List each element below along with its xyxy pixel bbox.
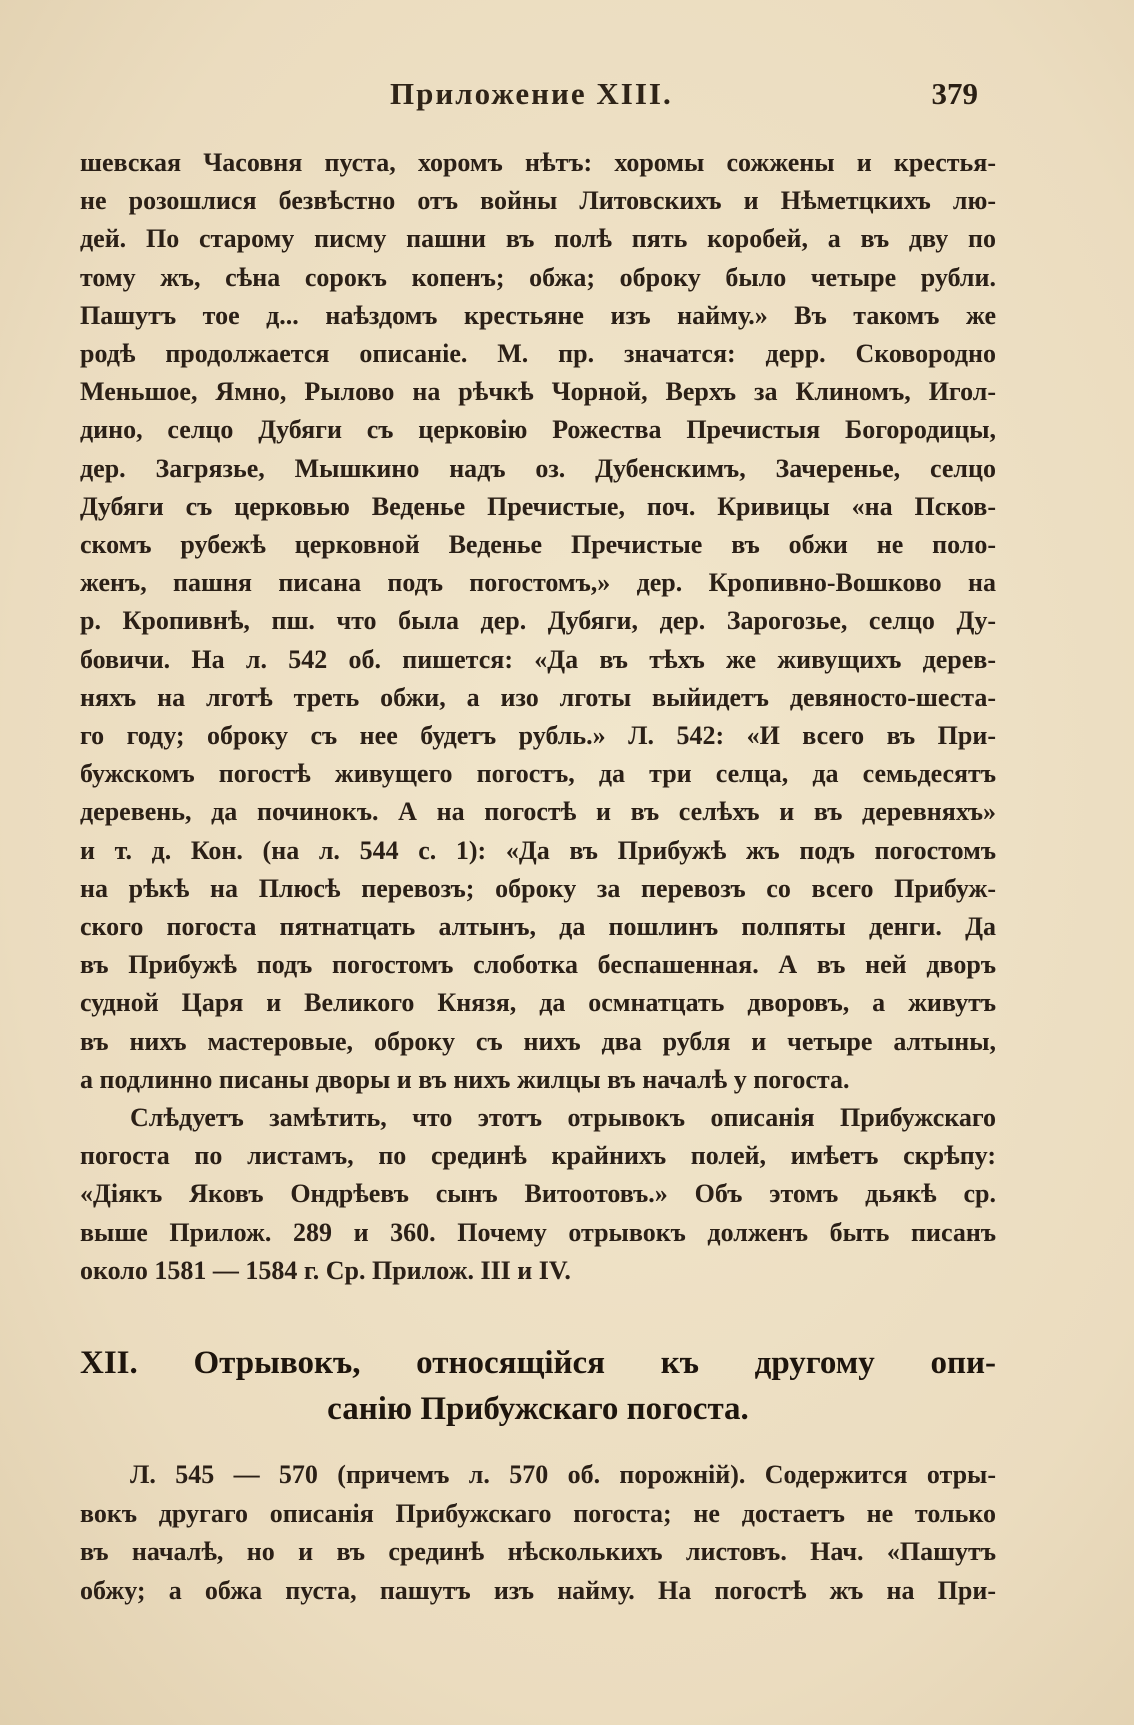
text-line: Слѣдуетъ замѣтить, что этотъ отрывокъ описанія Прибужскаго — [130, 1103, 996, 1133]
body-text — [80, 144, 996, 1290]
paragraph-2 — [80, 1099, 996, 1290]
text-line: Меньшое, Ямно, Рылово на рѣчкѣ Чорной, Верхъ за Клиномъ, Игол- — [80, 377, 996, 407]
paragraph-3 — [80, 1456, 996, 1610]
text-line: Л. 545 — 570 (причемъ л. 570 об. порожній). Содержится отры- — [130, 1460, 996, 1489]
text-line: вокъ другаго описанія Прибужскаго погоста; не достаетъ не только — [80, 1498, 996, 1528]
text-line: а подлинно писаны дворы и въ нихъ жилцы въ началѣ у погоста. — [80, 1064, 850, 1094]
text-line: бовичи. На л. 542 об. пишется: «Да въ тѣхъ же живущихъ дерев- — [80, 644, 996, 674]
text-line: го году; оброку съ нее будетъ рубль.» Л. 542: «И всего въ При- — [80, 721, 996, 751]
text-line: обжу; а обжа пуста, пашутъ изъ найму. На погостѣ жъ на При- — [80, 1575, 996, 1605]
text-line: не розошлися безвѣстно отъ войны Литовскихъ и Нѣметцкихъ лю- — [80, 186, 996, 216]
paragraph-1 — [80, 144, 996, 1099]
text-line: санію Прибужскаго погоста. — [327, 1391, 749, 1427]
text-line: погоста по листамъ, по срединѣ крайнихъ полей, имѣетъ скрѣпу: — [80, 1141, 996, 1171]
text-line: родѣ продолжается описаніе. М. пр. значатся: дерр. Сковородно — [80, 339, 996, 369]
text-line: дер. Загрязье, Мышкино надъ оз. Дубенскимъ, Зачеренье, селцо — [80, 453, 996, 483]
text-line: въ началѣ, но и въ срединѣ нѣсколькихъ листовъ. Нач. «Пашутъ — [80, 1537, 996, 1566]
section-heading — [80, 1340, 996, 1432]
text-line: «Діякъ Яковъ Ондрѣевъ сынъ Витоотовъ.» Объ этомъ дьякѣ ср. — [80, 1179, 996, 1209]
text-line: тому жъ, сѣна сорокъ копенъ; обжа; оброку было четыре рубли. — [80, 262, 996, 292]
text-line: около 1581 — 1584 г. Ср. Прилож. III и IV. — [80, 1255, 571, 1285]
text-line: шевская Часовня пуста, хоромъ нѣтъ: хоромы сожжены и крестья- — [80, 148, 996, 177]
text-line: няхъ на лготѣ треть обжи, а изо лготы выйидетъ девяносто-шеста- — [80, 682, 996, 712]
text-line: и т. д. Кон. (на л. 544 с. 1): «Да въ Прибужѣ жъ подъ погостомъ — [80, 835, 996, 865]
text-line: Пашутъ тое д... наѣздомъ крестьяне изъ найму.» Въ такомъ же — [80, 300, 996, 330]
text-line: ского погоста пятнатцать алтынъ, да пошлинъ полпяты денги. Да — [80, 912, 996, 942]
text-line: дино, селцо Дубяги съ церковію Рожества Пречистыя Богородицы, — [80, 415, 996, 445]
page-header — [78, 76, 978, 122]
running-title: Приложение XIII. — [390, 76, 673, 111]
text-line: р. Кропивнѣ, пш. что была дер. Дубяги, дер. Зарогозье, селцо Ду- — [80, 606, 996, 636]
text-line: дей. По старому писму пашни въ полѣ пять коробей, а въ дву по — [80, 224, 996, 254]
text-line: въ нихъ мастеровые, оброку съ нихъ два рубля и четыре алтыны, — [80, 1026, 996, 1056]
text-line: XII. Отрывокъ, относящійся къ другому опи- — [80, 1345, 996, 1381]
text-line: Дубяги съ церковью Веденье Пречистые, поч. Кривицы «на Псков- — [80, 491, 996, 521]
text-line: судной Царя и Великого Князя, да осмнатцать дворовъ, а живутъ — [80, 988, 996, 1018]
text-line: скомъ рубежѣ церковной Веденье Пречистые въ обжи не поло- — [80, 530, 996, 560]
text-line: въ Прибужѣ подъ погостомъ слоботка беспашенная. А въ ней дворъ — [80, 950, 996, 980]
text-line: выше Прилож. 289 и 360. Почему отрывокъ долженъ быть писанъ — [80, 1217, 996, 1247]
page-number: 379 — [931, 76, 978, 111]
text-line: женъ, пашня писана подъ погостомъ,» дер. Кропивно-Вошково на — [80, 568, 996, 598]
body-text-continued — [80, 1456, 996, 1610]
text-line: деревень, да починокъ. А на погостѣ и въ селѣхъ и въ деревняхъ» — [80, 797, 996, 827]
text-line: на рѣкѣ на Плюсѣ перевозъ; оброку за перевозъ со всего Прибуж- — [80, 873, 996, 903]
text-line: бужскомъ погостѣ живущего погостъ, да три селца, да семьдесятъ — [80, 759, 996, 789]
